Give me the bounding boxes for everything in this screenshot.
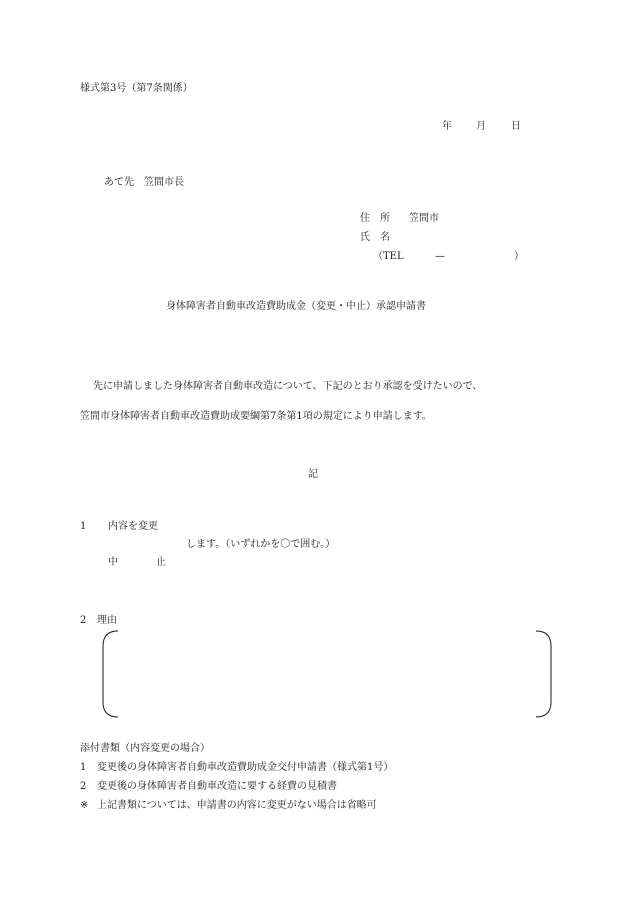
attachment-2-number: 2 [80, 781, 87, 792]
item1-option-stop-1: 中 [108, 557, 118, 568]
attachment-1-text: 変更後の身体障害者自動車改造費助成金交付申請書（様式第1号） [97, 762, 394, 773]
ki-heading: 記 [308, 469, 318, 480]
body-line-2: 笠間市身体障害者自動車改造費助成要綱第7条第1項の規定により申請します。 [80, 411, 432, 422]
reason-input[interactable] [126, 665, 536, 685]
attachment-2-text: 変更後の身体障害者自動車改造に要する経費の見積書 [97, 781, 337, 792]
reason-bracket-right [532, 630, 556, 718]
name-label: 氏 名 [360, 232, 390, 243]
item1-number: 1 [80, 521, 87, 532]
attachments-heading: 添付書類（内容変更の場合） [80, 743, 210, 754]
date-day: 日 [511, 121, 521, 132]
body-line-1: 先に申請しました身体障害者自動車改造について、下記のとおり承認を受けたいので、 [93, 381, 483, 392]
item2-label: 理由 [97, 615, 117, 626]
item1-suffix: します。（いずれかを〇で囲む。） [186, 539, 336, 550]
tel-dash: — [435, 251, 445, 262]
item1-option-stop-2: 止 [156, 557, 166, 568]
note-text: 上記書類については、申請書の内容に変更がない場合は省略可 [97, 800, 377, 811]
date-year: 年 [442, 121, 452, 132]
tel-open: （TEL [373, 251, 404, 262]
note-mark: ※ [80, 800, 89, 811]
tel-close: ） [514, 251, 524, 262]
item2-number: 2 [80, 615, 87, 626]
attachment-1-number: 1 [80, 762, 87, 773]
addressee: あて先 笠間市長 [104, 177, 184, 188]
form-number: 様式第3号（第7条関係） [80, 83, 193, 94]
item1-option-change: 内容を変更 [108, 521, 158, 532]
address-label: 住 所 [360, 213, 390, 224]
address-value: 笠間市 [409, 213, 439, 224]
document-title: 身体障害者自動車改造費助成金（変更・中止）承認申請書 [166, 301, 426, 312]
reason-bracket-left [98, 630, 122, 718]
date-month: 月 [476, 121, 486, 132]
